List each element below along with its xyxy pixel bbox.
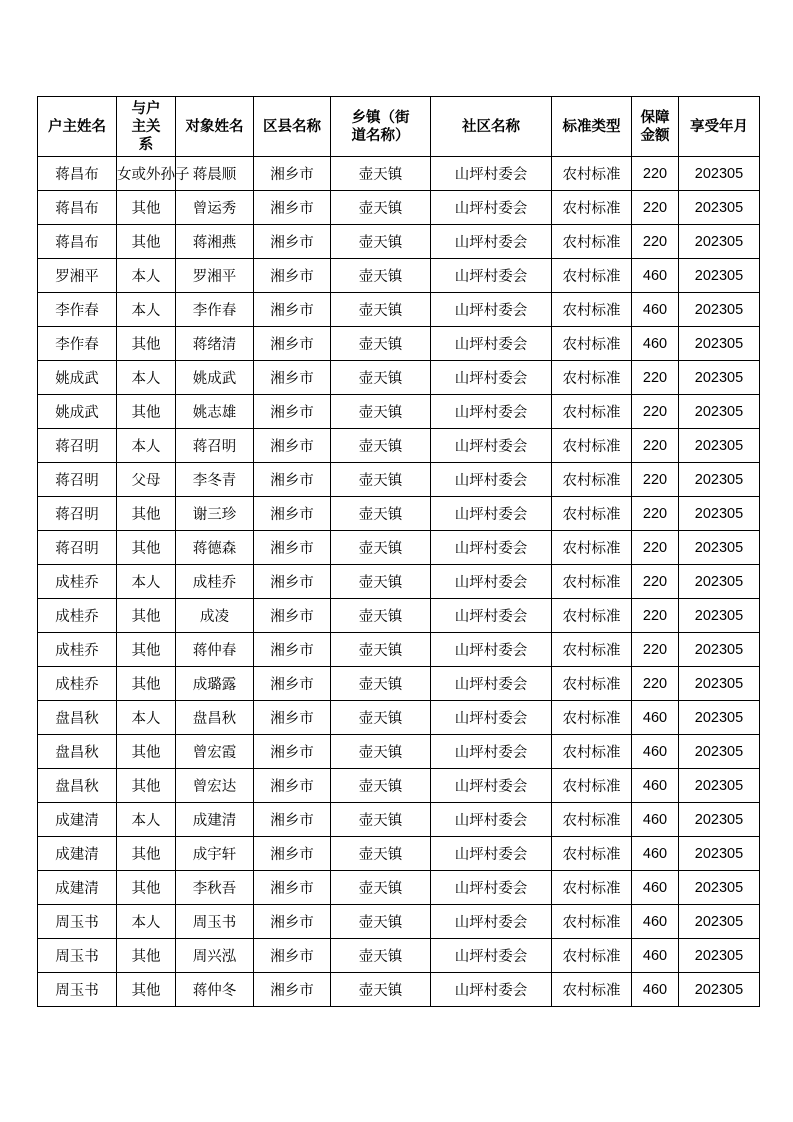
cell-period: 202305 xyxy=(679,429,760,463)
cell-standard-type: 农村标准 xyxy=(552,565,632,599)
cell-recipient-name: 成凌 xyxy=(176,599,254,633)
cell-householder-name: 成桂乔 xyxy=(38,599,117,633)
cell-community: 山坪村委会 xyxy=(431,497,552,531)
cell-recipient-name: 蒋仲春 xyxy=(176,633,254,667)
cell-standard-type: 农村标准 xyxy=(552,599,632,633)
cell-householder-name: 蒋召明 xyxy=(38,463,117,497)
cell-period: 202305 xyxy=(679,905,760,939)
cell-amount: 220 xyxy=(632,429,679,463)
cell-community: 山坪村委会 xyxy=(431,803,552,837)
cell-relation: 本人 xyxy=(117,565,176,599)
cell-relation: 本人 xyxy=(117,905,176,939)
table-row xyxy=(38,531,760,565)
cell-recipient-name: 周兴泓 xyxy=(176,939,254,973)
cell-community: 山坪村委会 xyxy=(431,735,552,769)
cell-period: 202305 xyxy=(679,701,760,735)
table-row xyxy=(38,327,760,361)
cell-standard-type: 农村标准 xyxy=(552,361,632,395)
table-row xyxy=(38,191,760,225)
cell-period: 202305 xyxy=(679,191,760,225)
cell-district: 湘乡市 xyxy=(254,769,331,803)
cell-householder-name: 李作春 xyxy=(38,327,117,361)
cell-district: 湘乡市 xyxy=(254,293,331,327)
table-row xyxy=(38,837,760,871)
cell-township: 壶天镇 xyxy=(331,395,431,429)
cell-district: 湘乡市 xyxy=(254,191,331,225)
cell-amount: 220 xyxy=(632,225,679,259)
cell-district: 湘乡市 xyxy=(254,701,331,735)
cell-recipient-name: 成璐露 xyxy=(176,667,254,701)
header-district: 区县名称 xyxy=(254,97,331,157)
cell-period: 202305 xyxy=(679,599,760,633)
cell-recipient-name: 蒋绪清 xyxy=(176,327,254,361)
cell-householder-name: 蒋昌布 xyxy=(38,225,117,259)
cell-relation: 女或外孙子 xyxy=(117,157,176,191)
cell-standard-type: 农村标准 xyxy=(552,191,632,225)
cell-standard-type: 农村标准 xyxy=(552,905,632,939)
cell-amount: 460 xyxy=(632,939,679,973)
cell-township: 壶天镇 xyxy=(331,565,431,599)
cell-period: 202305 xyxy=(679,973,760,1007)
cell-householder-name: 成桂乔 xyxy=(38,667,117,701)
cell-recipient-name: 周玉书 xyxy=(176,905,254,939)
cell-standard-type: 农村标准 xyxy=(552,667,632,701)
table-row xyxy=(38,157,760,191)
cell-community: 山坪村委会 xyxy=(431,327,552,361)
table-row xyxy=(38,497,760,531)
cell-period: 202305 xyxy=(679,565,760,599)
cell-standard-type: 农村标准 xyxy=(552,429,632,463)
header-row xyxy=(38,97,760,157)
cell-recipient-name: 李冬青 xyxy=(176,463,254,497)
header-householder-name: 户主姓名 xyxy=(38,97,117,157)
table-row xyxy=(38,905,760,939)
cell-township: 壶天镇 xyxy=(331,701,431,735)
cell-amount: 220 xyxy=(632,157,679,191)
table-header xyxy=(38,97,760,157)
cell-district: 湘乡市 xyxy=(254,157,331,191)
cell-township: 壶天镇 xyxy=(331,939,431,973)
header-relation: 与户主关系 xyxy=(117,97,176,157)
beneficiary-table xyxy=(37,96,760,1007)
cell-relation: 本人 xyxy=(117,259,176,293)
cell-recipient-name: 蒋仲冬 xyxy=(176,973,254,1007)
cell-amount: 220 xyxy=(632,531,679,565)
cell-amount: 460 xyxy=(632,735,679,769)
cell-standard-type: 农村标准 xyxy=(552,735,632,769)
cell-recipient-name: 成宇轩 xyxy=(176,837,254,871)
cell-relation: 其他 xyxy=(117,191,176,225)
cell-district: 湘乡市 xyxy=(254,429,331,463)
cell-amount: 460 xyxy=(632,803,679,837)
cell-recipient-name: 蒋湘燕 xyxy=(176,225,254,259)
cell-standard-type: 农村标准 xyxy=(552,633,632,667)
cell-township: 壶天镇 xyxy=(331,905,431,939)
cell-householder-name: 蒋昌布 xyxy=(38,191,117,225)
cell-district: 湘乡市 xyxy=(254,939,331,973)
cell-district: 湘乡市 xyxy=(254,259,331,293)
cell-amount: 460 xyxy=(632,905,679,939)
cell-community: 山坪村委会 xyxy=(431,293,552,327)
cell-period: 202305 xyxy=(679,293,760,327)
cell-community: 山坪村委会 xyxy=(431,871,552,905)
cell-householder-name: 成建清 xyxy=(38,803,117,837)
cell-period: 202305 xyxy=(679,361,760,395)
cell-community: 山坪村委会 xyxy=(431,429,552,463)
cell-township: 壶天镇 xyxy=(331,837,431,871)
table-row xyxy=(38,871,760,905)
cell-amount: 220 xyxy=(632,599,679,633)
header-standard-type: 标准类型 xyxy=(552,97,632,157)
cell-standard-type: 农村标准 xyxy=(552,225,632,259)
cell-community: 山坪村委会 xyxy=(431,701,552,735)
cell-recipient-name: 蒋召明 xyxy=(176,429,254,463)
cell-standard-type: 农村标准 xyxy=(552,803,632,837)
cell-recipient-name: 李秋吾 xyxy=(176,871,254,905)
header-recipient-name: 对象姓名 xyxy=(176,97,254,157)
cell-recipient-name: 曾宏霞 xyxy=(176,735,254,769)
cell-community: 山坪村委会 xyxy=(431,973,552,1007)
cell-standard-type: 农村标准 xyxy=(552,837,632,871)
cell-township: 壶天镇 xyxy=(331,531,431,565)
cell-district: 湘乡市 xyxy=(254,973,331,1007)
cell-community: 山坪村委会 xyxy=(431,259,552,293)
cell-recipient-name: 谢三珍 xyxy=(176,497,254,531)
cell-township: 壶天镇 xyxy=(331,429,431,463)
cell-period: 202305 xyxy=(679,837,760,871)
cell-district: 湘乡市 xyxy=(254,395,331,429)
cell-relation: 其他 xyxy=(117,395,176,429)
cell-relation: 其他 xyxy=(117,225,176,259)
cell-relation: 本人 xyxy=(117,429,176,463)
cell-relation: 其他 xyxy=(117,497,176,531)
cell-community: 山坪村委会 xyxy=(431,157,552,191)
table-row xyxy=(38,361,760,395)
cell-period: 202305 xyxy=(679,667,760,701)
cell-township: 壶天镇 xyxy=(331,497,431,531)
table-body xyxy=(38,157,760,1007)
cell-householder-name: 成建清 xyxy=(38,871,117,905)
cell-amount: 460 xyxy=(632,871,679,905)
cell-community: 山坪村委会 xyxy=(431,837,552,871)
cell-householder-name: 盘昌秋 xyxy=(38,735,117,769)
cell-relation: 其他 xyxy=(117,327,176,361)
cell-amount: 460 xyxy=(632,293,679,327)
cell-recipient-name: 曾宏达 xyxy=(176,769,254,803)
cell-recipient-name: 盘昌秋 xyxy=(176,701,254,735)
cell-householder-name: 成桂乔 xyxy=(38,565,117,599)
cell-recipient-name: 成建清 xyxy=(176,803,254,837)
header-community: 社区名称 xyxy=(431,97,552,157)
cell-township: 壶天镇 xyxy=(331,599,431,633)
cell-district: 湘乡市 xyxy=(254,735,331,769)
cell-district: 湘乡市 xyxy=(254,599,331,633)
cell-township: 壶天镇 xyxy=(331,769,431,803)
cell-householder-name: 成桂乔 xyxy=(38,633,117,667)
cell-community: 山坪村委会 xyxy=(431,463,552,497)
cell-township: 壶天镇 xyxy=(331,293,431,327)
cell-recipient-name: 蒋晨顺 xyxy=(176,157,254,191)
cell-recipient-name: 姚成武 xyxy=(176,361,254,395)
cell-township: 壶天镇 xyxy=(331,361,431,395)
cell-community: 山坪村委会 xyxy=(431,939,552,973)
table-row xyxy=(38,667,760,701)
cell-district: 湘乡市 xyxy=(254,667,331,701)
cell-district: 湘乡市 xyxy=(254,497,331,531)
cell-community: 山坪村委会 xyxy=(431,633,552,667)
cell-amount: 460 xyxy=(632,701,679,735)
cell-relation: 本人 xyxy=(117,361,176,395)
cell-standard-type: 农村标准 xyxy=(552,259,632,293)
cell-relation: 其他 xyxy=(117,599,176,633)
cell-township: 壶天镇 xyxy=(331,633,431,667)
cell-recipient-name: 曾运秀 xyxy=(176,191,254,225)
table-row xyxy=(38,463,760,497)
cell-period: 202305 xyxy=(679,531,760,565)
cell-district: 湘乡市 xyxy=(254,327,331,361)
cell-amount: 220 xyxy=(632,463,679,497)
cell-district: 湘乡市 xyxy=(254,225,331,259)
cell-relation: 其他 xyxy=(117,939,176,973)
cell-township: 壶天镇 xyxy=(331,463,431,497)
cell-amount: 220 xyxy=(632,361,679,395)
cell-amount: 460 xyxy=(632,259,679,293)
cell-community: 山坪村委会 xyxy=(431,565,552,599)
header-period: 享受年月 xyxy=(679,97,760,157)
table-row xyxy=(38,769,760,803)
cell-community: 山坪村委会 xyxy=(431,225,552,259)
cell-period: 202305 xyxy=(679,735,760,769)
table-row xyxy=(38,599,760,633)
cell-householder-name: 周玉书 xyxy=(38,939,117,973)
cell-district: 湘乡市 xyxy=(254,463,331,497)
cell-standard-type: 农村标准 xyxy=(552,463,632,497)
cell-householder-name: 盘昌秋 xyxy=(38,701,117,735)
table-row xyxy=(38,225,760,259)
cell-recipient-name: 成桂乔 xyxy=(176,565,254,599)
cell-relation: 本人 xyxy=(117,803,176,837)
cell-period: 202305 xyxy=(679,395,760,429)
cell-township: 壶天镇 xyxy=(331,225,431,259)
cell-relation: 父母 xyxy=(117,463,176,497)
cell-amount: 460 xyxy=(632,973,679,1007)
cell-amount: 460 xyxy=(632,327,679,361)
table-row xyxy=(38,973,760,1007)
cell-standard-type: 农村标准 xyxy=(552,531,632,565)
header-amount: 保障金额 xyxy=(632,97,679,157)
cell-standard-type: 农村标准 xyxy=(552,157,632,191)
cell-householder-name: 盘昌秋 xyxy=(38,769,117,803)
cell-township: 壶天镇 xyxy=(331,973,431,1007)
cell-standard-type: 农村标准 xyxy=(552,395,632,429)
cell-community: 山坪村委会 xyxy=(431,599,552,633)
table-row xyxy=(38,735,760,769)
cell-township: 壶天镇 xyxy=(331,735,431,769)
cell-community: 山坪村委会 xyxy=(431,769,552,803)
cell-period: 202305 xyxy=(679,327,760,361)
cell-amount: 220 xyxy=(632,191,679,225)
cell-relation: 其他 xyxy=(117,633,176,667)
cell-standard-type: 农村标准 xyxy=(552,871,632,905)
cell-recipient-name: 姚志雄 xyxy=(176,395,254,429)
cell-householder-name: 蒋召明 xyxy=(38,429,117,463)
cell-relation: 其他 xyxy=(117,769,176,803)
cell-district: 湘乡市 xyxy=(254,531,331,565)
cell-community: 山坪村委会 xyxy=(431,395,552,429)
cell-period: 202305 xyxy=(679,871,760,905)
cell-amount: 220 xyxy=(632,633,679,667)
cell-community: 山坪村委会 xyxy=(431,667,552,701)
cell-relation: 本人 xyxy=(117,293,176,327)
cell-township: 壶天镇 xyxy=(331,667,431,701)
cell-householder-name: 姚成武 xyxy=(38,361,117,395)
cell-householder-name: 周玉书 xyxy=(38,905,117,939)
cell-community: 山坪村委会 xyxy=(431,191,552,225)
cell-period: 202305 xyxy=(679,803,760,837)
cell-relation: 其他 xyxy=(117,871,176,905)
cell-standard-type: 农村标准 xyxy=(552,973,632,1007)
cell-period: 202305 xyxy=(679,463,760,497)
table-row xyxy=(38,803,760,837)
cell-district: 湘乡市 xyxy=(254,633,331,667)
cell-standard-type: 农村标准 xyxy=(552,293,632,327)
cell-community: 山坪村委会 xyxy=(431,361,552,395)
cell-relation: 其他 xyxy=(117,735,176,769)
cell-householder-name: 姚成武 xyxy=(38,395,117,429)
cell-householder-name: 李作春 xyxy=(38,293,117,327)
table-row xyxy=(38,395,760,429)
cell-householder-name: 蒋昌布 xyxy=(38,157,117,191)
cell-period: 202305 xyxy=(679,259,760,293)
cell-district: 湘乡市 xyxy=(254,361,331,395)
cell-district: 湘乡市 xyxy=(254,837,331,871)
cell-standard-type: 农村标准 xyxy=(552,497,632,531)
cell-township: 壶天镇 xyxy=(331,327,431,361)
cell-relation: 其他 xyxy=(117,837,176,871)
table-row xyxy=(38,701,760,735)
cell-period: 202305 xyxy=(679,157,760,191)
table-row xyxy=(38,565,760,599)
cell-standard-type: 农村标准 xyxy=(552,769,632,803)
cell-amount: 220 xyxy=(632,565,679,599)
cell-amount: 220 xyxy=(632,497,679,531)
header-township: 乡镇（街道名称） xyxy=(331,97,431,157)
cell-standard-type: 农村标准 xyxy=(552,939,632,973)
cell-township: 壶天镇 xyxy=(331,259,431,293)
cell-amount: 460 xyxy=(632,769,679,803)
table-row xyxy=(38,429,760,463)
cell-township: 壶天镇 xyxy=(331,191,431,225)
cell-community: 山坪村委会 xyxy=(431,905,552,939)
cell-district: 湘乡市 xyxy=(254,803,331,837)
cell-relation: 其他 xyxy=(117,973,176,1007)
cell-amount: 460 xyxy=(632,837,679,871)
table-row xyxy=(38,259,760,293)
cell-period: 202305 xyxy=(679,497,760,531)
cell-recipient-name: 罗湘平 xyxy=(176,259,254,293)
cell-district: 湘乡市 xyxy=(254,905,331,939)
cell-district: 湘乡市 xyxy=(254,565,331,599)
cell-householder-name: 罗湘平 xyxy=(38,259,117,293)
table-row xyxy=(38,939,760,973)
cell-period: 202305 xyxy=(679,225,760,259)
cell-district: 湘乡市 xyxy=(254,871,331,905)
cell-period: 202305 xyxy=(679,939,760,973)
cell-township: 壶天镇 xyxy=(331,803,431,837)
cell-period: 202305 xyxy=(679,633,760,667)
cell-period: 202305 xyxy=(679,769,760,803)
cell-householder-name: 周玉书 xyxy=(38,973,117,1007)
cell-recipient-name: 李作春 xyxy=(176,293,254,327)
cell-relation: 本人 xyxy=(117,701,176,735)
cell-relation: 其他 xyxy=(117,667,176,701)
cell-township: 壶天镇 xyxy=(331,871,431,905)
cell-amount: 220 xyxy=(632,667,679,701)
cell-householder-name: 成建清 xyxy=(38,837,117,871)
table-row xyxy=(38,293,760,327)
cell-standard-type: 农村标准 xyxy=(552,327,632,361)
cell-amount: 220 xyxy=(632,395,679,429)
cell-community: 山坪村委会 xyxy=(431,531,552,565)
table-row xyxy=(38,633,760,667)
cell-recipient-name: 蒋德森 xyxy=(176,531,254,565)
cell-householder-name: 蒋召明 xyxy=(38,531,117,565)
cell-township: 壶天镇 xyxy=(331,157,431,191)
cell-householder-name: 蒋召明 xyxy=(38,497,117,531)
cell-relation: 其他 xyxy=(117,531,176,565)
cell-standard-type: 农村标准 xyxy=(552,701,632,735)
